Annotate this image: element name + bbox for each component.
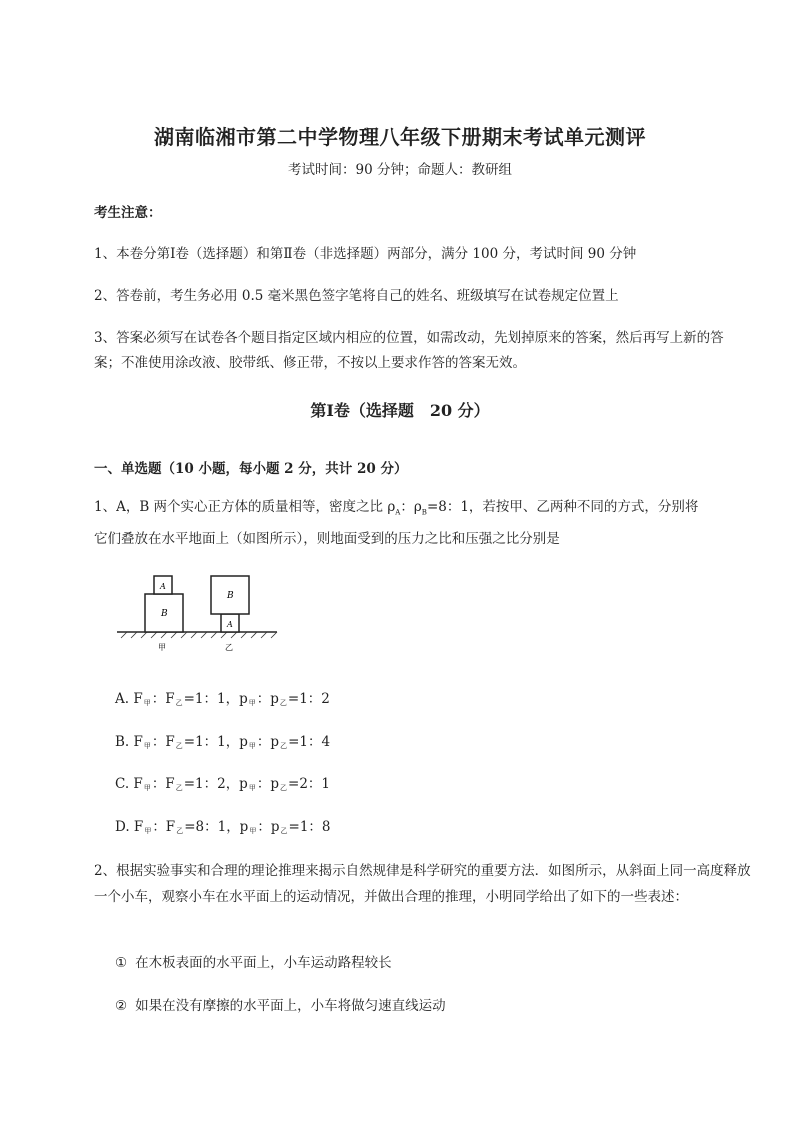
q1-line1-post: =8：1，若按甲、乙两种不同的方式，分别将: [426, 499, 699, 515]
q1-line2: 它们叠放在水平地面上（如图所示），则地面受到的压力之比和压强之比分别是: [94, 530, 560, 547]
q1-option-b[interactable]: B. $F_甲$：$F_乙=1$：1，$p_甲$：$p_乙=1$：4: [115, 734, 331, 750]
sub-jia: 甲: [143, 742, 151, 750]
q1-line1-pre: 1、A，B 两个实心正方体的质量相等，密度之比 ρ: [94, 499, 396, 515]
sub-jia: 甲: [248, 784, 256, 792]
option-force-ratio: 1：1: [194, 691, 226, 707]
sub-jia: 甲: [143, 784, 151, 792]
sub-jia: 甲: [248, 742, 256, 750]
statement-marker: ②: [115, 998, 128, 1014]
sub-jia: 甲: [144, 827, 152, 835]
notice-item-1: 1、本卷分第Ⅰ卷（选择题）和第Ⅱ卷（非选择题）两部分，满分 100 分，考试时间 90 分钟: [94, 246, 637, 262]
option-force-ratio: 1：2: [195, 776, 226, 792]
statement-text: 如果在没有摩擦的水平面上，小车将做匀速直线运动: [135, 998, 446, 1014]
q1-option-c[interactable]: C. $F_甲$：$F_乙=1$：2，$p_甲$：$p_乙=2$：1: [115, 776, 330, 792]
option-letter: B.: [115, 734, 130, 750]
sub-yi: 乙: [176, 827, 184, 835]
option-pressure-ratio: 1：2: [299, 691, 330, 707]
question-2-text: 2、根据实验事实和合理的理论推理来揭示自然规律是科学研究的重要方法．如图所示，从斜面上同一高度释放一个小车，观察小车在水平面上的运动情况，并做出合理的推理，小明同学给出了如下的一些表述：: [94, 863, 751, 905]
option-letter: C.: [115, 776, 130, 792]
q2-statement-1: [115, 951, 392, 971]
sub-jia: 甲: [249, 827, 257, 835]
sub-yi: 乙: [175, 742, 183, 750]
q2-statement-2: [115, 994, 446, 1014]
ground-hatching: [121, 632, 277, 638]
sub-yi: 乙: [280, 827, 288, 835]
option-letter: A.: [115, 691, 130, 707]
notice-heading: 考生注意：: [94, 205, 162, 221]
statement-marker: ①: [115, 955, 128, 971]
q1-option-a[interactable]: A. $F_甲$：$F_乙=1$：1，$p_甲$：$p_乙=1$：2: [115, 691, 330, 707]
sub-yi: 乙: [280, 742, 288, 750]
exam-title: 湖南临湘市第二中学物理八年级下册期末考试单元测评: [154, 125, 646, 149]
q1-option-d[interactable]: D. $F_甲$：$F_乙=8$：1，$p_甲$：$p_乙=1$：8: [115, 819, 331, 835]
option-pressure-ratio: 2：1: [299, 776, 330, 792]
figure-label-yi: 乙: [225, 643, 233, 652]
exam-subtitle: 考试时间：90 分钟；命题人：教研组: [288, 162, 512, 178]
jia-block-a-label: A: [160, 582, 166, 591]
section-title: 第Ⅰ卷（选择题 20 分）: [310, 401, 490, 420]
sub-jia: 甲: [248, 699, 256, 707]
option-force-ratio: 1：1: [195, 734, 226, 750]
option-letter: D.: [115, 819, 130, 835]
stacked-blocks-figure: [117, 568, 287, 654]
rho-b-subscript: B: [421, 508, 427, 517]
notice-item-2: 2、答卷前，考生务必用 0.5 毫米黑色签字笔将自己的姓名、班级填写在试卷规定位置上: [94, 288, 619, 304]
notice-item-3: 3、答案必须写在试卷各个题目指定区域内相应的位置，如需改动，先划掉原来的答案，然后再写上新的答案；不准使用涂改液、胶带纸、修正带，不按以上要求作答的答案无效。: [94, 330, 724, 371]
part-heading: 一、单选题（10 小题，每小题 2 分，共计 20 分）: [94, 461, 408, 477]
jia-block-b-label: B: [161, 609, 168, 619]
sub-jia: 甲: [143, 699, 151, 707]
rho-a-subscript: A: [395, 508, 401, 517]
option-pressure-ratio: 1：4: [299, 734, 331, 750]
sub-yi: 乙: [279, 699, 287, 707]
question-1-text: [94, 494, 754, 552]
option-pressure-ratio: 1：8: [299, 819, 331, 835]
sub-yi: 乙: [175, 699, 183, 707]
yi-block-b-label: B: [227, 591, 234, 601]
statement-text: 在木板表面的水平面上，小车运动路程较长: [135, 955, 392, 971]
sub-yi: 乙: [280, 784, 287, 792]
figure-label-jia: 甲: [158, 643, 166, 652]
option-force-ratio: 8：1: [195, 819, 227, 835]
q1-ratio-colon: ：ρ: [400, 499, 422, 515]
sub-yi: 乙: [175, 784, 183, 792]
yi-block-a-label: A: [227, 620, 233, 629]
